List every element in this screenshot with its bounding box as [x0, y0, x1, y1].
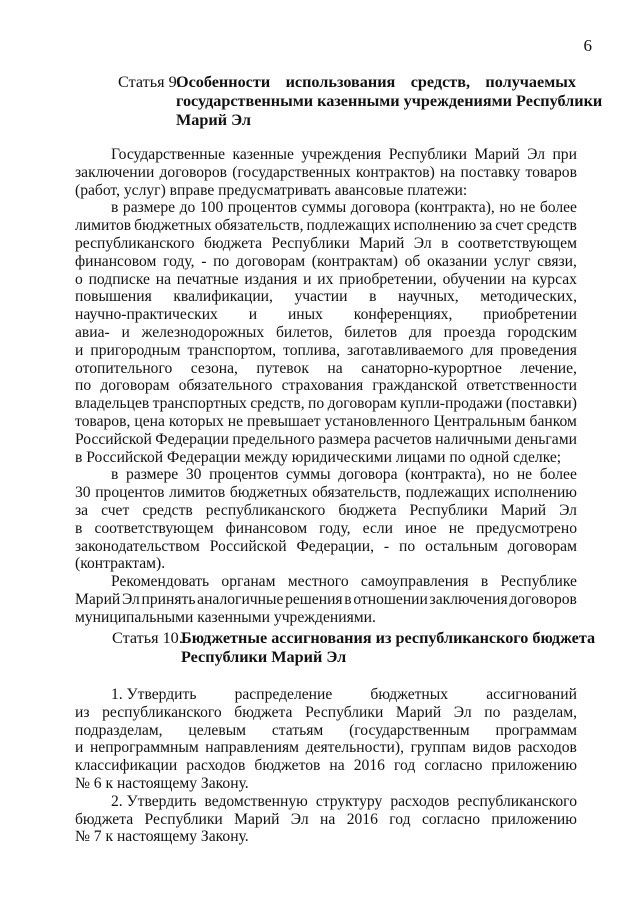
- article-9-word: обязательств,: [214, 217, 304, 235]
- article-10-text-line: [75, 793, 577, 811]
- article-9-title-word: получаемых: [485, 73, 576, 91]
- article-9-word: финансовом: [225, 519, 308, 537]
- article-9-text-line: [75, 377, 577, 395]
- article-10-text-line: [75, 775, 577, 793]
- article-9-word: наличными: [435, 430, 512, 448]
- article-9-title-line: [176, 92, 603, 111]
- article-9-word: бюджетных: [134, 217, 212, 235]
- article-9-word: Эл: [413, 234, 432, 252]
- article-9-word: в: [441, 234, 449, 252]
- article-9-word: договорам: [327, 395, 397, 413]
- article-9-word: их: [317, 270, 334, 288]
- article-9-word: об: [404, 252, 421, 270]
- article-9-word: подписке: [88, 270, 150, 288]
- article-9-word: но: [499, 199, 516, 217]
- article-10-word: расходов: [517, 739, 577, 757]
- article-10-word: год: [393, 757, 416, 775]
- article-9-word: не: [516, 466, 533, 484]
- article-10-text-line: [75, 811, 577, 829]
- article-9-word: по: [75, 377, 92, 395]
- article-9-word: заготавливаемого: [347, 341, 464, 359]
- article-10-word: № 6 к настоящему Закону.: [75, 774, 249, 792]
- article-10-word: расходов: [390, 792, 450, 810]
- article-9-word: Эл: [559, 501, 577, 519]
- article-9-word: 30: [185, 466, 202, 484]
- article-9-word: Республики: [271, 234, 350, 252]
- article-9-word: более: [539, 466, 577, 484]
- article-9-text-line: [75, 271, 577, 289]
- article-9-word: средств: [526, 217, 577, 235]
- article-9-word: по: [308, 395, 325, 413]
- article-10-word: Республики: [144, 810, 223, 828]
- article-9-word: размере: [126, 466, 179, 484]
- article-10-word: на: [329, 757, 345, 775]
- article-9-word: году,: [319, 519, 351, 537]
- article-10-word: 2016: [346, 810, 378, 828]
- article-9-text-line: [75, 324, 577, 342]
- article-9-word: Эл: [121, 590, 140, 608]
- article-9-word: расчетов: [373, 430, 432, 448]
- article-10-word: и: [75, 739, 84, 757]
- article-9-text-line: [75, 431, 577, 449]
- article-9-text-line: [75, 288, 577, 306]
- article-10-word: Республики: [305, 703, 384, 721]
- article-9-word: аналогичные: [197, 590, 284, 608]
- article-10-word: расходов: [186, 757, 246, 775]
- article-9-word: товаров: [525, 163, 577, 181]
- article-9-word: железнодорожных: [141, 323, 265, 341]
- article-10-label: Статья 10.: [112, 629, 183, 647]
- article-9-word: муниципальными казенными учреждениями.: [75, 608, 376, 626]
- article-9-text-line: [75, 502, 577, 520]
- article-9-word: за: [75, 501, 89, 519]
- article-9-word: исполнению: [393, 217, 477, 235]
- article-9-word: и: [121, 323, 130, 341]
- article-10-word: направлениям: [205, 739, 300, 757]
- article-9-word: обязательного: [178, 377, 273, 395]
- article-9-word: не: [448, 519, 465, 537]
- article-10-text-line: [75, 722, 577, 740]
- article-9-word: остальным: [425, 537, 498, 555]
- article-9-word: исполнению: [494, 484, 577, 502]
- article-9-word: контрактов): [355, 163, 435, 181]
- article-9-text-line: [75, 609, 577, 627]
- article-9-word: органам: [221, 573, 276, 591]
- article-9-text-line: [75, 466, 577, 484]
- article-10-text-line: [75, 704, 577, 722]
- article-10-word: республиканского: [102, 703, 222, 721]
- article-9-word: местного: [287, 573, 349, 591]
- article-9-title-line: [176, 111, 576, 130]
- article-9-word: Рекомендовать: [111, 573, 210, 591]
- article-9-word: билетов,: [275, 323, 333, 341]
- article-9-word: лимитов: [75, 217, 132, 235]
- article-9-word: договорам: [100, 377, 170, 395]
- article-10-word: на: [320, 810, 336, 828]
- article-9-word: услуг: [493, 252, 531, 270]
- article-9-word: (контрактам): [311, 252, 398, 270]
- article-9-word: по: [213, 252, 230, 270]
- article-9-word: Марий: [75, 590, 121, 608]
- article-9-word: и: [303, 270, 312, 288]
- article-10-word: ведомственную: [204, 792, 308, 810]
- article-9-title-word: государственными казенными учреждениями Республики: [176, 92, 603, 110]
- article-9-word: купли-продажи: [400, 395, 503, 413]
- article-9-word: Федерации: [155, 430, 229, 448]
- article-9-text-line: [75, 199, 577, 217]
- article-10-word: из: [75, 703, 90, 721]
- article-9-word: участии: [294, 288, 348, 306]
- article-10-word: бюджета: [75, 810, 134, 828]
- article-9-word: в Российской Федерации между юридическими лицами по одной сделке;: [75, 448, 562, 466]
- article-9-word: топлива,: [283, 341, 340, 359]
- article-9-word: владельцев: [75, 395, 150, 413]
- article-10-word: непрограммным: [89, 739, 199, 757]
- article-9-word: бюджетных: [229, 484, 308, 502]
- article-10-word: 2016: [353, 757, 385, 775]
- article-9-text-line: [75, 591, 577, 609]
- article-9-word: бюджета: [338, 501, 397, 519]
- article-9-body: [75, 146, 577, 627]
- article-9-text-line: [75, 449, 577, 467]
- article-9-word: транспортом,: [187, 341, 277, 359]
- article-9-word: поставку: [460, 163, 521, 181]
- article-9-word: отопительного: [75, 359, 173, 377]
- article-10-word: приложению: [491, 757, 577, 775]
- article-10-body: [75, 686, 577, 846]
- article-9-word: не: [227, 412, 244, 430]
- article-9-word: (поставки): [505, 395, 577, 413]
- article-9-word: процентов: [95, 484, 165, 502]
- article-10-word: 1. Утвердить: [111, 686, 197, 703]
- article-9-word: транспортных: [152, 395, 247, 413]
- article-9-word: в: [369, 288, 377, 306]
- article-9-word: суммы: [286, 466, 331, 484]
- article-9-word: Марий: [474, 146, 520, 163]
- article-10-word: Эл: [290, 810, 309, 828]
- article-10-word: № 7 к настоящему Закону.: [75, 828, 249, 846]
- article-9-text-line: [75, 217, 577, 235]
- article-9-text-line: [75, 555, 577, 573]
- article-10-word: приложению: [491, 810, 577, 828]
- article-9-word: Российской: [75, 430, 152, 448]
- article-10-word: бюджетов: [254, 757, 321, 775]
- article-9-word: на: [327, 359, 343, 377]
- article-9-word: иное: [405, 519, 437, 537]
- article-9-text-line: [75, 573, 577, 591]
- article-9-word: курсах: [532, 270, 577, 288]
- article-9-word: процентов: [227, 199, 298, 217]
- article-9-word: республиканского: [75, 234, 195, 252]
- article-9-word: предельного: [232, 430, 315, 448]
- article-10-word: Марий: [395, 703, 442, 721]
- article-9-word: Федерации,: [296, 537, 375, 555]
- article-9-word: счет: [495, 217, 524, 235]
- article-9-word: при: [552, 146, 577, 163]
- article-10-title-word: Республики Марий Эл: [181, 648, 347, 666]
- article-10-word: видов: [472, 739, 512, 757]
- article-9-word: товаров,: [75, 412, 131, 430]
- article-9-word: договорам: [507, 537, 577, 555]
- article-9-word: повышения: [75, 288, 152, 306]
- article-9-word: методических,: [480, 288, 577, 306]
- article-9-word: договора: [338, 466, 398, 484]
- article-9-word: подлежащих: [405, 484, 490, 502]
- article-9-word: Марий: [500, 501, 547, 519]
- article-9-word: авиа-: [75, 323, 110, 341]
- article-9-word: пригородным: [90, 341, 181, 359]
- article-9-word: в: [75, 519, 83, 537]
- article-9-word: научно-практических: [75, 306, 218, 324]
- article-9-text-line: [75, 306, 577, 324]
- article-9-word: обучении: [442, 270, 506, 288]
- article-10-text-line: [75, 686, 577, 704]
- article-9-word: сезона,: [190, 359, 238, 377]
- article-10-title-line: [181, 629, 596, 648]
- article-9-text-line: [75, 413, 577, 431]
- article-10-word: ассигнований: [486, 686, 577, 703]
- article-9-word: установленного: [324, 412, 430, 430]
- article-9-word: бюджета: [203, 234, 263, 252]
- article-9-word: связи,: [537, 252, 577, 270]
- article-10-word: бюджетных: [370, 686, 449, 703]
- article-10-word: структуру: [315, 792, 383, 810]
- article-9-word: учреждения: [301, 146, 382, 163]
- article-9-word: лимитов: [169, 484, 226, 502]
- article-9-text-line: [75, 395, 577, 413]
- article-9-word: договоров: [509, 590, 577, 608]
- article-9-word: суммы: [301, 199, 347, 217]
- article-10-word: 2. Утвердить: [111, 792, 197, 810]
- article-9-text-line: [75, 342, 577, 360]
- article-10-word: (государственным: [349, 721, 470, 739]
- article-9-word: договоров: [159, 163, 228, 181]
- article-9-word: (государственных: [232, 163, 351, 181]
- article-9-word: законодательством: [75, 537, 200, 555]
- article-9-word: самоуправления: [360, 573, 469, 591]
- article-9-word: Республике: [500, 573, 577, 591]
- article-9-word: (контрактам).: [75, 555, 166, 573]
- page-number: 6: [583, 36, 592, 55]
- article-9-word: конференциях,: [353, 306, 453, 324]
- article-9-word: Марий: [359, 234, 405, 252]
- article-10-word: Марий: [234, 810, 280, 828]
- article-9-text-line: [75, 146, 577, 164]
- article-10-word: год: [389, 810, 411, 828]
- article-9-word: за: [479, 217, 493, 235]
- article-9-word: ответственности: [466, 377, 577, 395]
- article-9-word: финансовом: [75, 252, 157, 270]
- article-9-text-line: [75, 520, 577, 538]
- article-9-word: подлежащих: [306, 217, 391, 235]
- article-9-word: на: [511, 270, 527, 288]
- article-9-word: иных: [287, 306, 323, 324]
- article-9-word: и: [248, 306, 258, 324]
- article-9-word: страхования: [281, 377, 364, 395]
- article-9-word: превышает: [247, 412, 321, 430]
- article-10-word: бюджета: [234, 703, 293, 721]
- article-10-word: согласно: [421, 810, 481, 828]
- article-9-word: гражданской: [372, 377, 458, 395]
- article-9-word: и: [75, 341, 84, 359]
- article-9-word: соответствующем: [94, 519, 214, 537]
- article-9-word: соответствующем: [457, 234, 577, 252]
- article-9-word: Центральным: [433, 412, 526, 430]
- article-9-word: печатные: [176, 270, 239, 288]
- article-10-word: Эл: [453, 703, 472, 721]
- article-9-word: лечение,: [520, 359, 577, 377]
- article-9-word: для: [408, 323, 432, 341]
- article-9-word: процентов: [209, 466, 279, 484]
- article-10-word: разделам,: [513, 703, 577, 721]
- article-9-word: 30: [75, 484, 91, 502]
- article-10-word: подразделам,: [75, 721, 163, 739]
- article-9-word: счет: [101, 501, 130, 519]
- article-9-word: заключении: [75, 163, 155, 181]
- article-9-word: которых: [168, 412, 224, 430]
- article-9-word: приобретении: [483, 306, 577, 324]
- article-9-word: году,: [163, 252, 195, 270]
- article-9-word: на: [439, 163, 456, 181]
- article-9-word: республиканского: [205, 501, 326, 519]
- article-9-word: решения: [285, 590, 343, 608]
- article-9-word: деньгами: [515, 430, 577, 448]
- article-9-word: Государственные: [111, 146, 226, 163]
- article-10-word: согласно: [424, 757, 483, 775]
- article-10-word: целевым: [188, 721, 247, 739]
- article-9-word: не: [520, 199, 536, 217]
- article-9-word: более: [539, 199, 577, 217]
- article-9-word: средств: [142, 501, 193, 519]
- article-9-text-line: [75, 484, 577, 502]
- article-9-word: размера: [318, 430, 371, 448]
- article-9-word: приобретении,: [339, 270, 437, 288]
- article-10-text-line: [75, 757, 577, 775]
- article-9-word: принять: [141, 590, 196, 608]
- article-10-word: по: [484, 703, 501, 721]
- article-9-word: проведения: [500, 341, 577, 359]
- article-10-text-line: [75, 828, 577, 846]
- article-10-title-word: Бюджетные ассигнования из республиканского бюджета: [181, 629, 596, 647]
- article-9-word: на: [155, 270, 171, 288]
- article-9-word: заключения: [429, 590, 508, 608]
- article-9-word: квалификации,: [173, 288, 273, 306]
- article-9-word: путевок: [256, 359, 309, 377]
- article-9-title-word: средств,: [410, 73, 470, 91]
- article-10-word: статьям: [271, 721, 324, 739]
- article-9-text-line: [75, 360, 577, 378]
- article-9-word: проезда: [443, 323, 496, 341]
- article-9-word: научных,: [398, 288, 459, 306]
- article-10-word: деятельности),: [305, 739, 404, 757]
- article-10-word: группам: [410, 739, 466, 757]
- article-9-title: [176, 73, 603, 130]
- article-9-word: Республики: [388, 146, 467, 163]
- article-9-word: -: [201, 252, 207, 270]
- article-9-word: предусмотрено: [476, 519, 577, 537]
- article-9-word: 100: [199, 199, 224, 217]
- article-9-text-line: [75, 538, 577, 556]
- article-9-word: размере: [122, 199, 176, 217]
- article-9-word: для: [470, 341, 494, 359]
- article-9-word: казенные: [232, 146, 294, 163]
- article-9-word: -: [383, 537, 390, 555]
- article-10-word: республиканского: [457, 792, 577, 810]
- article-10-word: классификации: [75, 757, 178, 775]
- article-9-word: городским: [507, 323, 577, 341]
- article-9-word: (контракта),: [405, 466, 486, 484]
- article-9-word: договорам: [235, 252, 306, 270]
- article-9-text-line: [75, 164, 577, 182]
- article-9-word: издания: [244, 270, 298, 288]
- article-9-word: (контракта),: [414, 199, 495, 217]
- article-9-word: по: [399, 537, 416, 555]
- article-9-word: о: [75, 270, 83, 288]
- article-9-title-word: Марий Эл: [176, 111, 251, 129]
- article-9-title-word: Особенности: [176, 73, 271, 91]
- article-9-text-line: [75, 253, 577, 271]
- article-9-text-line: [75, 235, 577, 253]
- article-9-word: обязательств,: [312, 484, 401, 502]
- article-9-word: цена: [134, 412, 165, 430]
- article-9-word: Республики: [409, 501, 488, 519]
- article-9-word: но: [493, 466, 510, 484]
- article-9-word: банком: [529, 412, 577, 430]
- article-9-word: до: [179, 199, 196, 217]
- article-9-word: в: [480, 573, 489, 591]
- article-9-word: отношении: [353, 590, 428, 608]
- article-9-word: в: [111, 199, 119, 217]
- article-9-word: в: [111, 466, 119, 484]
- article-9-word: оказании: [427, 252, 488, 270]
- article-9-word: если: [362, 519, 394, 537]
- article-9-title-word: использования: [285, 73, 396, 91]
- article-10-title: [181, 629, 596, 667]
- article-9-word: договора: [350, 199, 411, 217]
- article-9-word: средств,: [250, 395, 305, 413]
- article-9-word: билетов: [344, 323, 398, 341]
- article-9-text-line: [75, 182, 577, 200]
- article-10-word: распределение: [234, 686, 333, 703]
- article-9-title-line: [176, 73, 576, 92]
- article-9-label: Статья 9.: [118, 73, 181, 91]
- article-10-title-line: [181, 648, 576, 667]
- article-9-word: (работ, услуг) вправе предусматривать авансовые платежи:: [75, 181, 468, 199]
- article-9-word: санаторно-курортное: [361, 359, 502, 377]
- article-9-word: Эл: [527, 146, 545, 163]
- article-9-word: Российской: [209, 537, 287, 555]
- article-10-word: программам: [495, 721, 577, 739]
- article-9-word: в: [344, 590, 352, 608]
- article-10-text-line: [75, 739, 577, 757]
